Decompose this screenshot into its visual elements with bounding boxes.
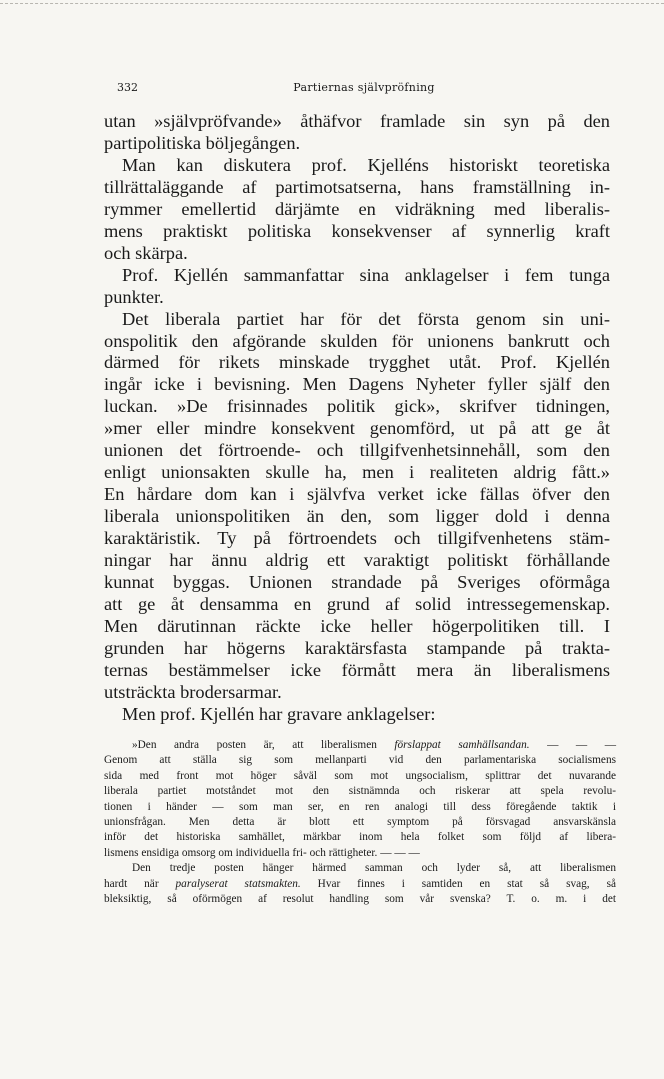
footnote-line: liberala partiet motståndet mot den sistnämnda och riskerar att spela revolu- [104,785,616,798]
text-line: Men därutinnan räckte icke heller högerpolitiken till. I [104,615,610,636]
text-line: »mer eller mindre konsekvent genomförd, ut på att ge åt [104,418,610,439]
text-line: rymmer emellertid därjämte en vidräkning med liberalis- [104,198,610,219]
footnote-line: sida med front mot höger såväl som mot ungsocialism, splittrar det nuvarande [104,769,616,782]
text-line: ingår icke i bevisning. Men Dagens Nyheter fyller själf den [104,374,610,395]
text-line: ningar har ännu aldrig ett varaktigt politiskt förhållande [104,550,610,571]
text-line: att ge åt densamma en grund af solid intressegemenskap. [104,593,610,614]
footnote-line: inför det historiska samhället, märkbar inom hela folket som följd af libera- [104,831,616,844]
footnote-text: hardt när [104,877,176,890]
text-line: Prof. Kjellén sammanfattar sina anklagelser i fem tunga [122,264,610,285]
text-line: partipolitiska böljegången. [104,132,301,153]
text-line: luckan. »De frisinnades politik gick», skrifver tidningen, [104,396,610,417]
footnote-line: Den tredje posten hänger härmed samman och lyder så, att liberalismen [132,862,616,875]
text-line: utsträckta brodersarmar. [104,681,282,702]
text-line: onspolitik den afgörande skulden för unionens bankrutt och [104,330,610,351]
main-text [104,111,610,726]
footnote-text: Hvar finnes i samtiden en stat så svag, så [300,877,616,890]
text-line: därmed för rikets minskade trygghet utåt. Prof. Kjellén [104,352,610,373]
text-line: grunden har högerns karaktärsfasta stampande på trakta- [104,637,610,658]
text-line: och skärpa. [104,242,188,263]
footnote-text: »Den andra posten är, att liberalismen [132,739,395,751]
footnote-emphasis: paralyserat statsmakten. [175,877,301,890]
footnote-quotation [104,738,616,907]
text-line: En hårdare dom kan i självfva verket icke fällas öfver den [104,484,610,505]
footnote-line [104,738,616,753]
footnote-line: Genom att ställa sig som mellanparti vid den parlamentariska socialismens [104,754,616,767]
footnote-line [104,877,616,892]
text-line: karaktäristik. Ty på förtroendets och tillgifvenhetens stäm- [104,528,610,549]
footnote-emphasis: förslappat samhällsandan. [394,739,530,751]
page-number: 332 [117,81,138,94]
text-line: Men prof. Kjellén har gravare anklagelser: [122,703,436,724]
text-line: tillrättaläggande af partimotsatserna, hans framställning in- [104,176,610,197]
text-line: Det liberala partiet har för det första genom sin uni- [122,308,610,329]
page-top-rule [0,3,664,4]
footnote-line: unionsfrågan. Men detta är blott ett symptom på försvagad ansvarskänsla [104,816,616,829]
text-line: punkter. [104,286,164,307]
footnote-line: lismens ensidiga omsorg om individuella fri- och rättigheter. — — — [104,846,420,859]
text-line: enligt unionsakten skulle ha, men i realiteten aldrig fått.» [104,462,610,483]
text-line: liberala unionspolitiken än den, som ligger dold i denna [104,506,610,527]
footnote-text: — — — [529,739,616,751]
text-line: unionen det förtroende- och tillgifvenhetsinnehåll, som den [104,440,610,461]
page-header [117,81,611,99]
text-line: Man kan diskutera prof. Kjelléns historiskt teoretiska [122,154,610,175]
text-line: ternas bestämmelser icke förmått mera än liberalismens [104,659,610,680]
text-line: utan »självpröfvande» åthäfvor framlade sin syn på den [104,111,610,131]
running-title: Partiernas självpröfning [293,81,435,94]
footnote-line: bleksiktig, så oförmögen af resolut handling som vår svenska? T. o. m. i det [104,893,616,906]
footnote-line: tionen i händer — som man ser, en ren analogi till dess föregående taktik i [104,800,616,813]
text-line: mens praktiskt politiska konsekvenser af synnerlig kraft [104,220,610,241]
text-line: kunnat byggas. Unionen strandade på Sveriges oförmåga [104,572,610,593]
